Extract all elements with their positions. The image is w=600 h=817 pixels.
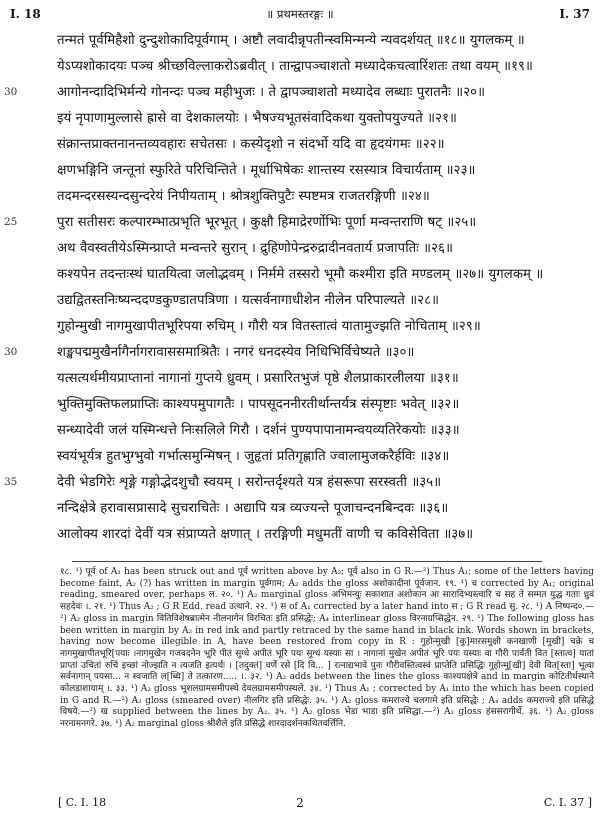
verse-line <box>0 472 600 496</box>
verse-text: उद्यद्वितस्तनिःष्यन्ददण्डकुण्डातपत्रिणा । यत्सर्वनागाधीशेन नीलेन परिपाल्यते ॥२८॥ <box>57 293 440 308</box>
verse-line <box>0 186 600 210</box>
verse-text: अथ वैवस्वतीयेऽस्मिन्प्राप्ते मन्वन्तरे सुरान् । द्रुहिणोपेन्द्ररुद्रादीनवतार्य प्रजापतिः ॥२६॥ <box>57 241 454 256</box>
verse-text: कश्यपेन तदन्तःस्थं घातयित्वा जलोद्भवम् । निर्ममे तस्सरो भूमौ कश्मीरा इति मण्डलम् ॥२७॥ युगलकम् ॥ <box>57 267 544 282</box>
footer-range-end: C. I. 37 ] <box>543 796 592 809</box>
critical-apparatus <box>60 567 594 731</box>
verse-text: शङ्खपद्ममुखैर्नागैर्नागरावाससमाश्रितैः । नगरं धनदस्येव निधिभिर्विचेष्यते ॥३०॥ <box>57 345 415 360</box>
verse-text: यत्सत्यर्थमीयप्राप्तानां नागानां गुप्तये ध्रुवम् । प्रसारितभुजं पृष्ठे शैलप्राकारलीलया ॥३१॥ <box>57 371 459 386</box>
page-number: 2 <box>296 796 304 810</box>
verse-text: संक्रान्तप्राक्तनानन्तव्यवहारः सचेतसः । कस्येदृशो न संदर्भो यदि वा हृदयंगमः ॥२२॥ <box>57 137 445 152</box>
running-header <box>6 7 594 25</box>
footnote-text: १८. ¹) पूर्व of A₁ has been struck out and पूर्व written above by A₂; पूर्व also in G R.—²) Thus A₁; some of the letters having become faint, A₂ (?) has written in margin पूर्वगाम; A₂ adds the gloss अशोकादीनां पूर्वजान. १९. ¹) च corrected by A₁; original reading, smeared over, perhaps ल. २०. ¹) A₂ marginal gloss अभिमन्युः सकाशात अशोकान आ सारादिभ्यस्त्वारि च सह ते सम्मत युद्ध गताः ध्रुवं सहदेवः ।. २१. ¹) Thus A₂ ; G R Edd. read उत्थाने. २२. ¹) स of A₁ corrected by a later hand into स ; G R read सु. २८. ¹) A निष्पन्द०.—²) A₂ gloss in margin वितिविशेषब्रात्मेन नीलनागेन विरचितः इति प्रसिद्धेः; A₄ interlinear gloss विरनाग्रप्सिद्धेन. २९. ¹) The following gloss has been written in margin by A₂ in red ink and partly retraced by the same hand in black ink. Words shown in brackets, having now become illegible in A, have been restored from copy in R : गुहोन्मुखी [कु]मारसमुक्षी कनखाणी [मुखी] चक्रे च नागमुखापीतभूरि[पयाः ।नागमुखेन गजवदनेन भूरि पीतं सुग्धे अपीतं भूरि पयः सुग्धं यस्याः सा । नागानां मुखेन अपीतं भूरि पयः यस्याः वा गौरी पार्वती वित [स्तात्व] यातां प्राप्तां उचितां रुचिं इच्छां नोज्झति न त्यजति इत्यर्थः । [तदुक्तं] वर्णे रसे [दि वि... ] रत्नाद्यभावे पुनः गौरीवस्तित्वस्वं प्राप्तेति प्रसिद्धिः गुहोन्मु[खी] देवी वित[स्ता] भूत्वा सर्वनागान् पयसा... न स्वजाति ल[ब्धि] ते तत्कारण..... ।. ३२. ¹) A₂ adds between the lines the gloss काश्यपक्षेत्रे and in margin कोटितीर्थस्थाने कोलडाशायाम् ।. ३३. ¹) A₂ gloss भूशलग्रामसमीपस्थे देवलग्रामसमीपस्थले. ३४. ¹) Thus A₁ ; corrected by A₁ into the which has been copied in G and R.—²) A₂ gloss (smeared over) नीलगिर इति प्रसिद्धेः. ३५. ¹) A₂ gloss कमराज्ये चलगामे इति प्रसिद्धेः ; A₄ adds कमराज्ये इति प्रसिद्धे विषये.—²) ख supplied between the lines by A₂. ३५. ¹) A₂ gloss भेडा भाडा इति प्रसिद्धा.—²) A₂ gloss हंससरागीर्थे. ३६. ¹) A₂ gloss नरनामनगरे. ३७. ¹) A₂ marginal gloss श्रीशैले इति प्रसिद्धे शारदादर्शनकथितवर्त्तिनि. <box>60 567 594 730</box>
verse-text: तन्मतं पूर्वमिहैशो दुन्दुशोकादिपूर्वगाम् । अष्टौ लवादीन्नृपतीन्स्वमिन्मन्ये न्यवदर्शयत् ॥१८॥ युगलकम् ॥ <box>57 33 525 48</box>
verse-line <box>0 160 600 184</box>
verse-text: देवी भेडगिरेः शृङ्गे गङ्गोद्भेदशुचौ स्वयम् । सरोन्तर्दृश्यते यत्र हंसरूपा सरस्वती ॥३५॥ <box>57 475 442 490</box>
verse-line <box>0 524 600 548</box>
running-footer <box>0 796 600 812</box>
verse-text: तदमन्दरसस्यन्दसुन्दरेयं निपीयताम् । श्रोत्रशुक्तिपुटैः स्पष्टमत्र राजतरङ्गिणी ॥२४॥ <box>57 189 430 204</box>
verse-line <box>0 108 600 132</box>
verse-line <box>0 394 600 418</box>
verse-line <box>0 342 600 366</box>
header-chapter-title: ॥ प्रथमस्तरङ्गः ॥ <box>266 7 334 21</box>
line-number: 30 <box>4 86 18 98</box>
footer-range-start: [ C. I. 18 <box>58 796 107 809</box>
line-number: 25 <box>4 216 18 228</box>
verse-line <box>0 316 600 340</box>
verse-text: पुरा सतीसरः कल्पारम्भात्प्रभृति भूरभूत् । कुक्षौ हिमाद्रेरर्णोभिः पूर्णा मन्वन्तराणि षट् ॥२५॥ <box>57 215 477 230</box>
footnote-divider <box>72 561 542 562</box>
verse-text: क्षणभङ्गिनि जन्तूनां स्फुरिते परिचिन्तिते । मूर्धाभिषेकः शान्तस्य रसस्यात्र विचार्यताम् ॥२३॥ <box>57 163 476 178</box>
verse-line <box>0 238 600 262</box>
verse-text: सन्ध्यादेवी जलं यस्मिन्धत्ते निःसलिले गिरौ । दर्शनं पुण्यपापानामन्वयव्यतिरेकयोः ॥३३॥ <box>57 423 460 438</box>
line-number: 35 <box>4 476 18 488</box>
verse-text: आलोक्य शारदां देवीं यत्र संप्राप्यते क्षणात् । तरङ्गिणी मधुमतीं वाणी च कविसेविता ॥३७॥ <box>57 527 474 542</box>
verse-line <box>0 368 600 392</box>
header-verse-end: I. 37 <box>559 7 590 21</box>
line-number: 30 <box>4 346 18 358</box>
verse-line <box>0 264 600 288</box>
verse-line <box>0 446 600 470</box>
verse-text: इयं नृपाणामुल्लासे ह्रासे वा देशकालयोः । भैषज्यभूतसंवादिकथा युक्तोपयुज्यते ॥२१॥ <box>57 111 458 126</box>
verse-text: भुक्तिमुक्तिफलप्राप्तिः काश्यपमुपागतैः । पापसूदननीरतीर्थान्तर्यत्र संस्पृष्टाः भवेत् ॥३२॥ <box>57 397 460 412</box>
verse-line <box>0 134 600 158</box>
verse-text: आगोनन्दादिभिर्मन्ये गोनन्दः पञ्च महीभुजः । ते द्वापञ्चाशतो मध्यादेव लब्धाः पुरातनैः ॥२०॥ <box>57 85 486 100</box>
verse-text: गुहोन्मुखी नागमुखापीतभूरिपया रुचिम् । गौरी यत्र वितस्तात्वं यातामुज्झति नोचिताम् ॥२९॥ <box>57 319 481 334</box>
verse-line <box>0 498 600 522</box>
verse-text: येऽप्यशोकादयः पञ्च श्रीच्छविल्लाकरोऽब्रवीत् । तान्द्वापञ्चाशतो मध्यादेकचत्वारिंशतः तथा वयम् ॥१९॥ <box>57 59 533 74</box>
verse-text: स्वयंभूर्यत्र हुतभुग्भुवो गर्भात्समुन्मिषन् । जुहृतां प्रतिगृह्णाति ज्वालामुजकरैर्हविः ॥३४॥ <box>57 449 450 464</box>
verse-line <box>0 56 600 80</box>
verse-line <box>0 30 600 54</box>
verse-line <box>0 82 600 106</box>
header-verse-start: I. 18 <box>10 7 41 21</box>
verse-text: नन्दिक्षेत्रे हरावासप्रासादे सुचराचितेः । अद्यापि यत्र व्यज्यन्ते पूजाचन्दनबिन्दवः ॥३६॥ <box>57 501 449 516</box>
verse-line <box>0 290 600 314</box>
verse-line <box>0 212 600 236</box>
verse-line <box>0 420 600 444</box>
